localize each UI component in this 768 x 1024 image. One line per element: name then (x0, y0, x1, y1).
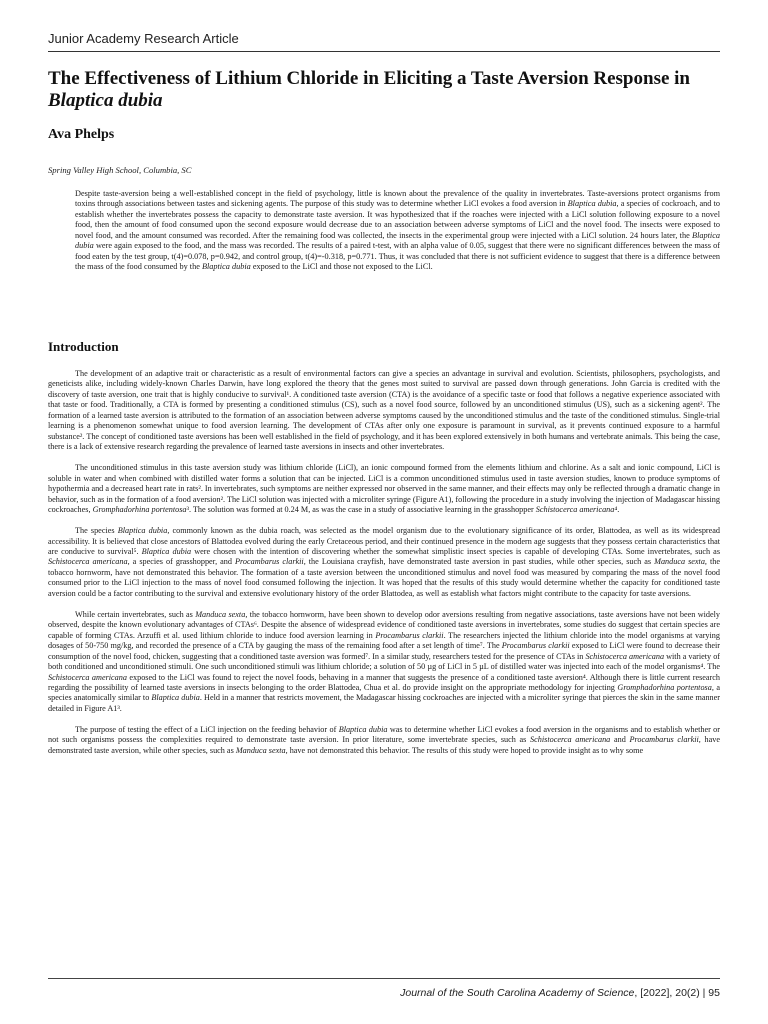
header-rule (48, 51, 720, 52)
footer-journal: Journal of the South Carolina Academy of Science (400, 987, 635, 999)
paragraph: The development of an adaptive trait or characteristic as a result of environmental factors can give a species an advantage in survival and evolution. Scientists, philosophers, psychologists, and geneticists alike, including widely-known Charles Darwin, have long explored the theory that the genes most suited to survival are passed down through generations. John Garcia is credited with the discovery of taste aversion, one trait that is highly conducive to survival¹. A conditioned taste aversion (CTA) is the avoidance of a specific taste or food that follows a negative experience associated with that taste or food. Traditionally, a CTA is formed by presenting a conditioned stimulus (CS), such as a novel food source, followed by an unconditioned stimulus (US), such as a sickening agent². The formation of a learned taste aversion is attributed to the formation of an association between adverse symptoms caused by the unconditioned stimulus and the taste of the conditioned stimulus. Single-trial learning is a phenomenon somewhat unique to food aversion learning. The development of CTAs after only one exposure is paramount in survival, as it prevents continued exposure to a harmful substance². The concept of conditioned taste aversions has been well established in the field of psychology, and it has been explored extensively in both humans and vertebrate animals. This being the case, there is a lack of extensive research regarding the prevalence of learned taste aversions in insects and other invertebrates. (48, 369, 720, 452)
title-species: Blaptica dubia (48, 90, 163, 111)
article-title (48, 68, 720, 112)
paragraph: The unconditioned stimulus in this taste aversion study was lithium chloride (LiCl), an ionic compound formed from the elements lithium and chlorine. As a salt and ionic compound, LiCl is soluble in water and when combined with distilled water forms a solution that can be injected. LiCl is a common unconditioned stimulus used in taste aversion studies, known to produce symptoms of hypothermia and a decreased heart rate in rats². In invertebrates, such symptoms are neither expressed nor observed in the same manner, and their effects may only be reflected through a dramatic change in behavior, such as in the formation of a food aversion². The LiCl solution was injected with a microliter syringe (Figure A1), following the procedure in a study involving the injection of Madagascar hissing cockroaches, Gromphadorhina portentosa³. The solution was formed at 0.24 M, as was the case in a study of associative learning in the grasshopper Schistocerca americana⁴. (48, 463, 720, 515)
paragraph: The purpose of testing the effect of a LiCl injection on the feeding behavior of Blaptica dubia was to determine whether LiCl evokes a food aversion in the organisms and to establish whether or not such organisms possess the complexities required to demonstrate taste aversion. In prior literature, some invertebrate species, such as Schistocerca americana and Procambarus clarkii, have demonstrated taste aversion, while other species, such as Manduca sexta, have not demonstrated this behavior. The results of this study were hoped to provide insight as to why some (48, 724, 721, 755)
paragraph: The species Blaptica dubia, commonly known as the dubia roach, was selected as the model organism due to the evolutionary significance of its order, Blattodea, as well as its widespread accessibility. It is believed that close ancestors of Blattodea evolved during the early Cretaceous period, and their continued presence in the modern age suggests that they possess certain characteristics that are conducive to survival⁵. Blaptica dubia were chosen with the intention of discovering whether the somewhat simplistic insect species is capable of developing CTAs. Some invertebrates, such as Schistocerca americana, a species of grasshopper, and Procambarus clarkii, the Louisiana crayfish, have demonstrated taste aversion in past studies, while other species, such as Manduca sexta, the tobacco hornworm, have not demonstrated this behavior. The formation of a taste aversion between the unconditioned stimulus and novel food was measured by comparing the mass of the novel food consumed prior to the LiCl injection to the mass of novel food consumed following the injection. It was hoped that the results of this study would determine whether the capacity for conditioned taste aversion could be a factor contributing to the survival and extensive evolutionary history of the order Blattodea, as well as establish what factors might contribute to the capacity for taste aversions. (48, 526, 721, 598)
abstract: Despite taste-aversion being a well-established concept in the field of psychology, little is known about the prevalence of the quality in invertebrates. Taste-aversions protect organisms from toxins through associations between tastes and sickening agents. The purpose of this study was to determine whether LiCl evokes a food aversion in Blaptica dubia, a species of cockroach, and to establish whether the invertebrates possess the capacity to demonstrate taste aversion. It was hypothesized that if the roaches were injected with a LiCl solution following exposure to a novel food, then the amount of food consumed upon the second exposure would decrease due to an association between adverse symptoms of LiCl and the novel food. The insects were exposed to novel food, and the amount consumed was recorded. After the remaining food was collected, the insects in the experimental group were injected with a LiCl solution. 24 hours later, the Blaptica dubia were again exposed to the food, and the mass was recorded. The results of a paired t-test, with an alpha value of 0.05, suggest that there were no significant differences between the mass of food eaten by the test group, t(4)=0.078, p=0.942, and control group, t(4)=-0.318, p=0.771. Thus, it was concluded that there is not sufficient evidence to suggest that there is a difference between the mass of the food consumed by the Blaptica dubia exposed to the LiCl and those not exposed to the LiCl. (75, 189, 720, 272)
running-head: Junior Academy Research Article (48, 31, 239, 46)
footer-rule (48, 978, 720, 979)
author-affiliation: Spring Valley High School, Columbia, SC (48, 165, 192, 175)
introduction-body (48, 369, 720, 756)
author-name: Ava Phelps (48, 127, 115, 142)
title-main: The Effectiveness of Lithium Chloride in Eliciting a Taste Aversion Response in (48, 68, 690, 89)
section-heading-introduction: Introduction (48, 339, 119, 354)
footer-issue-page: , [2022], 20(2) | 95 (634, 987, 720, 999)
paragraph: While certain invertebrates, such as Manduca sexta, the tobacco hornworm, have been shown to develop odor aversions resulting from negative associations, taste aversions have not been widely observed, despite the known evolutionary advantages of CTAs⁶. Despite the absence of widespread evidence of conditioned taste aversions in invertebrates, some studies do suggest that certain species are capable of forming CTAs. Arzuffi et al. used lithium chloride to induce food aversion learning in Procambarus clarkii. The researchers injected the lithium chloride into the model organisms at varying dosages of 50-750 mg/kg, and recorded the presence of a CTA by gauging the mass of the remaining food after a set length of time⁷. The Procambarus clarkii exposed to LiCl were found to decrease their consumption of the novel food, chicken, suggesting that a conditioned taste aversion was formed⁷. In a similar study, researchers tested for the presence of CTAs in Schistocerca americana with a variety of both conditioned and unconditioned stimuli. One such unconditioned stimuli was lithium chloride; a solution of 50 µg of LiCl in 5 µL of distilled water was injected into each of the model organisms⁴. The Schistocerca americana exposed to the LiCl was found to reject the novel foods, behaving in a manner that suggests the presence of a conditioned taste aversion⁴. Although there is little current research regarding the possibility of learned taste aversions in insects belonging to the order Blattodea, Chua et al. do provide insight on the appropriate methodology for injecting Gromphadorhina portentosa, a species anatomically similar to Blaptica dubia. Held in a manner that restricts movement, the Madagascar hissing cockroaches are injected with a microliter syringe that pierces the skin in the same manner detailed in Figure A1³. (48, 609, 721, 713)
page-footer (400, 987, 720, 999)
